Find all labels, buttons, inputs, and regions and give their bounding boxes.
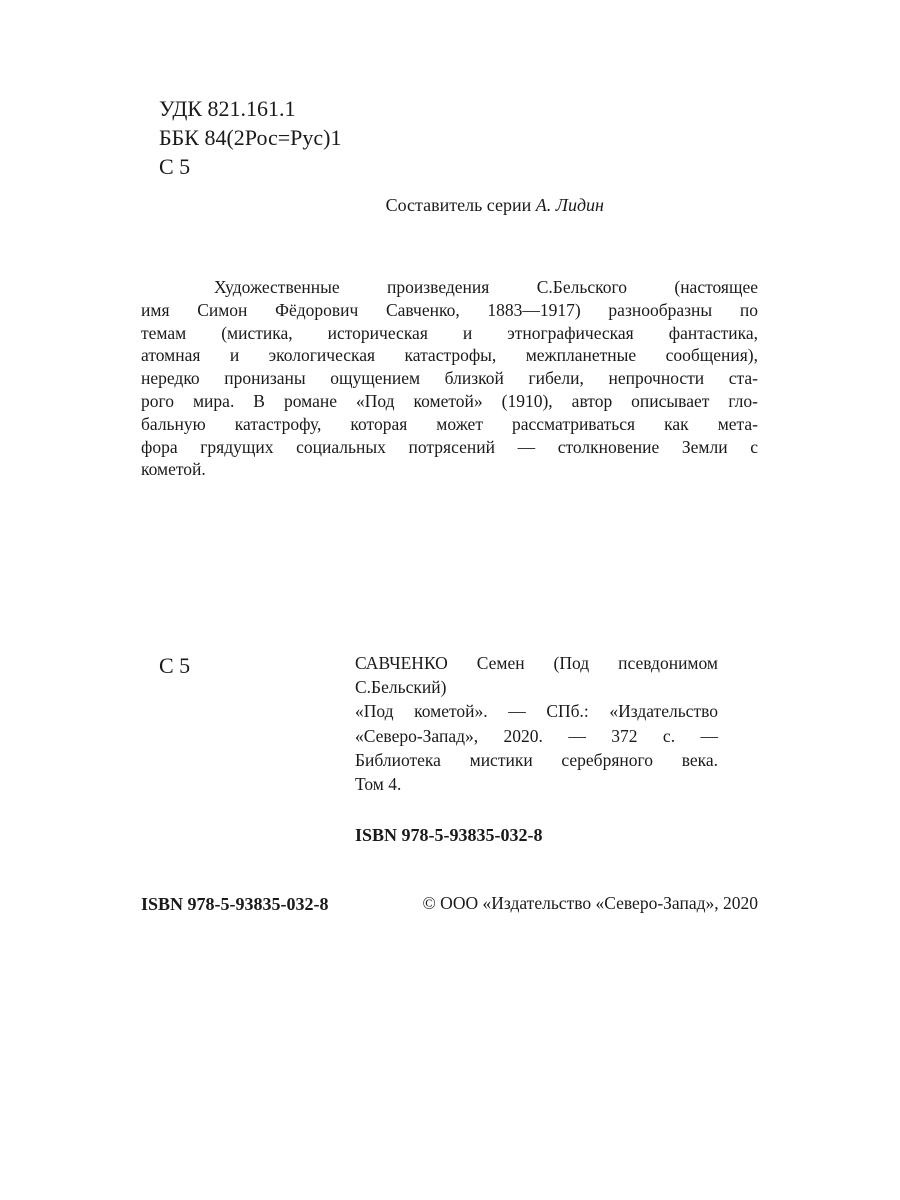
annotation-line: атомная и экологическая катастрофы, межпланетные сообщения), xyxy=(141,345,758,366)
annotation-line: рого мира. В романе «Под кометой» (1910), автор описывает гло- xyxy=(141,390,758,411)
bbk-code: ББК 84(2Рос=Рус)1 xyxy=(159,125,342,150)
annotation-line: нередко пронизаны ощущением близкой гибели, непрочности ста- xyxy=(141,368,758,389)
catalog-card-line: С.Бельский) xyxy=(355,677,447,698)
annotation-line: бальную катастрофу, которая может рассматриваться как мета- xyxy=(141,413,758,434)
annotation-line: кометой. xyxy=(141,459,206,480)
catalog-author-mark: С 5 xyxy=(159,653,191,678)
copyright-notice: © ООО «Издательство «Северо-Запад», 2020 xyxy=(422,893,758,913)
compiler-name: А. Лидин xyxy=(535,195,604,215)
compiler-label: Составитель серии xyxy=(385,195,532,215)
author-mark: С 5 xyxy=(159,154,191,179)
annotation-line: Художественные произведения С.Бельского (настоящее xyxy=(214,277,758,297)
catalog-card-line: Библиотека мистики серебряного века. xyxy=(355,749,718,770)
catalog-card xyxy=(355,651,718,796)
catalog-card-line: «Северо-Запад», 2020. — 372 с. — xyxy=(355,725,718,746)
annotation-line: фора грядущих социальных потрясений — столкновение Земли с xyxy=(141,436,758,457)
classification-block xyxy=(159,94,342,181)
catalog-card-line: Том 4. xyxy=(355,773,402,794)
footer-isbn: ISBN 978-5-93835-032-8 xyxy=(141,894,329,914)
annotation-line: имя Симон Фёдорович Савченко, 1883—1917) разнообразны по xyxy=(141,299,758,320)
udk-code: УДК 821.161.1 xyxy=(159,96,296,121)
catalog-card-line: «Под кометой». — СПб.: «Издательство xyxy=(355,701,718,722)
series-compiler xyxy=(0,193,604,217)
annotation-line: темам (мистика, историческая и этнографическая фантастика, xyxy=(141,322,758,343)
catalog-card-line: САВЧЕНКО Семен (Под псевдонимом xyxy=(355,653,718,673)
catalog-card-isbn: ISBN 978-5-93835-032-8 xyxy=(355,825,543,845)
annotation-paragraph xyxy=(141,276,758,481)
